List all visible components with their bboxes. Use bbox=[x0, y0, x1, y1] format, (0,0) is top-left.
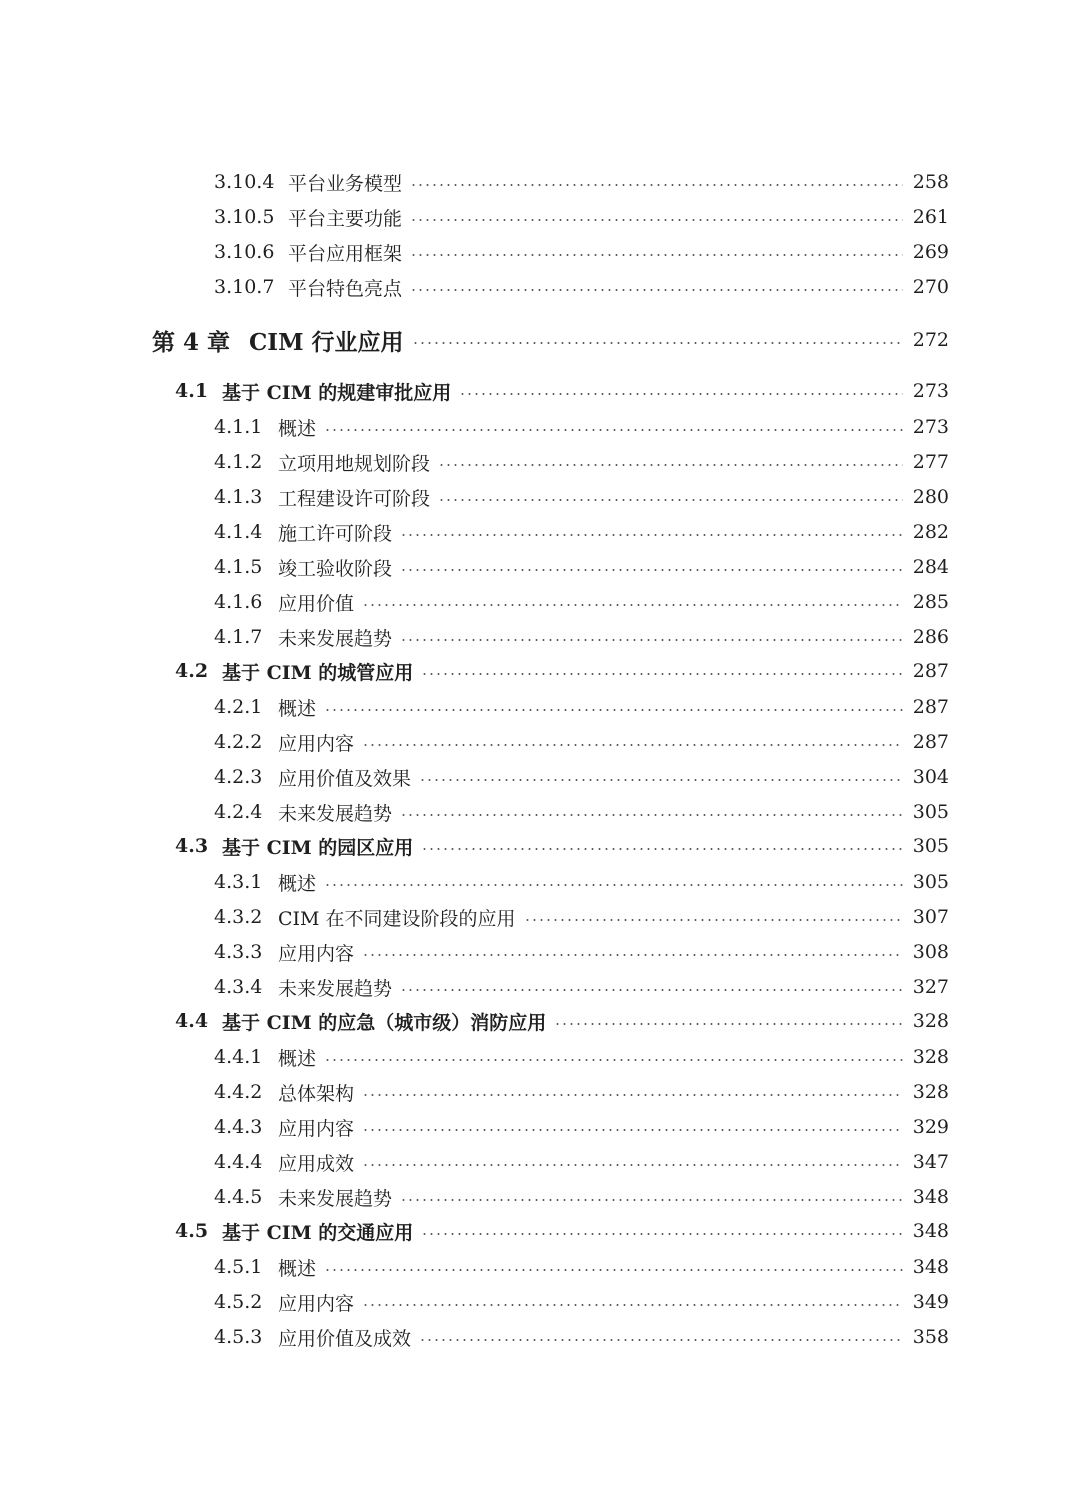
section-number: 4.3 bbox=[175, 835, 209, 857]
entry-number: 4.4.4 bbox=[214, 1151, 263, 1173]
section-page: 348 bbox=[912, 1220, 949, 1242]
entry-number: 4.2.1 bbox=[214, 696, 263, 718]
toc-entry[interactable] bbox=[0, 1145, 1080, 1179]
chapter-page: 272 bbox=[912, 329, 949, 351]
dot-leader bbox=[362, 744, 903, 746]
entry-number: 4.1.7 bbox=[214, 626, 263, 648]
entry-page: 286 bbox=[912, 626, 949, 648]
dot-leader bbox=[421, 848, 903, 850]
entry-number: 3.10.5 bbox=[214, 206, 275, 228]
entry-number: 3.10.7 bbox=[214, 276, 275, 298]
entry-number: 4.4.2 bbox=[214, 1081, 263, 1103]
section-number: 4.2 bbox=[175, 660, 209, 682]
dot-leader bbox=[554, 1023, 903, 1025]
dot-leader bbox=[524, 919, 903, 921]
entry-page: 305 bbox=[912, 871, 949, 893]
entry-number: 4.2.3 bbox=[214, 766, 263, 788]
entry-number: 4.1.4 bbox=[214, 521, 263, 543]
toc-chapter[interactable] bbox=[0, 320, 1080, 360]
dot-leader bbox=[410, 254, 903, 256]
section-title: 基于 CIM 的交通应用 bbox=[222, 1221, 414, 1244]
toc-entry[interactable] bbox=[0, 445, 1080, 479]
entry-number: 3.10.4 bbox=[214, 171, 275, 193]
section-title: 基于 CIM 的园区应用 bbox=[222, 836, 414, 859]
toc-entry[interactable] bbox=[0, 200, 1080, 234]
dot-leader bbox=[362, 1129, 903, 1131]
entry-title: 平台业务模型 bbox=[288, 172, 403, 195]
toc-entry[interactable] bbox=[0, 1180, 1080, 1214]
toc-entry[interactable] bbox=[0, 480, 1080, 514]
dot-leader bbox=[438, 499, 903, 501]
dot-leader bbox=[324, 429, 903, 431]
toc-section[interactable] bbox=[0, 829, 1080, 863]
dot-leader bbox=[400, 639, 903, 641]
toc-entry[interactable] bbox=[0, 1320, 1080, 1354]
toc-entry[interactable] bbox=[0, 1250, 1080, 1284]
entry-number: 4.1.1 bbox=[214, 416, 263, 438]
toc-entry[interactable] bbox=[0, 900, 1080, 934]
toc-entry[interactable] bbox=[0, 620, 1080, 654]
toc-entry[interactable] bbox=[0, 760, 1080, 794]
entry-title: 应用价值 bbox=[278, 592, 355, 615]
entry-page: 287 bbox=[912, 696, 949, 718]
entry-page: 347 bbox=[912, 1151, 949, 1173]
toc-entry[interactable] bbox=[0, 235, 1080, 269]
entry-number: 4.1.2 bbox=[214, 451, 263, 473]
entry-number: 4.3.3 bbox=[214, 941, 263, 963]
toc-entry[interactable] bbox=[0, 585, 1080, 619]
dot-leader bbox=[362, 954, 903, 956]
dot-leader bbox=[459, 393, 903, 395]
entry-title: 应用价值及效果 bbox=[278, 767, 412, 790]
toc-entry[interactable] bbox=[0, 550, 1080, 584]
entry-page: 261 bbox=[912, 206, 949, 228]
entry-page: 282 bbox=[912, 521, 949, 543]
toc-section[interactable] bbox=[0, 1214, 1080, 1248]
dot-leader bbox=[324, 1269, 903, 1271]
entry-page: 349 bbox=[912, 1291, 949, 1313]
entry-page: 277 bbox=[912, 451, 949, 473]
entry-title: 工程建设许可阶段 bbox=[278, 487, 431, 510]
dot-leader bbox=[421, 673, 903, 675]
entry-page: 308 bbox=[912, 941, 949, 963]
dot-leader bbox=[419, 1339, 903, 1341]
toc-entry[interactable] bbox=[0, 1110, 1080, 1144]
section-number: 4.5 bbox=[175, 1220, 209, 1242]
entry-page: 270 bbox=[912, 276, 949, 298]
entry-number: 4.4.3 bbox=[214, 1116, 263, 1138]
entry-page: 304 bbox=[912, 766, 949, 788]
entry-title: 未来发展趋势 bbox=[278, 802, 393, 825]
dot-leader bbox=[362, 604, 903, 606]
entry-page: 258 bbox=[912, 171, 949, 193]
entry-number: 4.2.2 bbox=[214, 731, 263, 753]
dot-leader bbox=[400, 1199, 903, 1201]
dot-leader bbox=[324, 709, 903, 711]
entry-page: 287 bbox=[912, 731, 949, 753]
section-page: 328 bbox=[912, 1010, 949, 1032]
entry-page: 327 bbox=[912, 976, 949, 998]
entry-title: CIM 在不同建设阶段的应用 bbox=[278, 907, 516, 930]
entry-page: 273 bbox=[912, 416, 949, 438]
entry-title: 总体架构 bbox=[278, 1082, 355, 1105]
toc-section[interactable] bbox=[0, 1004, 1080, 1038]
entry-number: 4.4.5 bbox=[214, 1186, 263, 1208]
entry-number: 4.5.3 bbox=[214, 1326, 263, 1348]
section-page: 305 bbox=[912, 835, 949, 857]
entry-title: 未来发展趋势 bbox=[278, 1187, 393, 1210]
section-title: 基于 CIM 的应急（城市级）消防应用 bbox=[222, 1011, 547, 1034]
entry-number: 4.1.3 bbox=[214, 486, 263, 508]
entry-number: 4.5.2 bbox=[214, 1291, 263, 1313]
entry-number: 4.3.2 bbox=[214, 906, 263, 928]
section-page: 287 bbox=[912, 660, 949, 682]
chapter-number: 第 4 章 bbox=[152, 328, 231, 356]
toc-entry[interactable] bbox=[0, 1285, 1080, 1319]
entry-title: 应用成效 bbox=[278, 1152, 355, 1175]
dot-leader bbox=[438, 464, 903, 466]
dot-leader bbox=[362, 1094, 903, 1096]
entry-title: 应用价值及成效 bbox=[278, 1327, 412, 1350]
section-title: 基于 CIM 的城管应用 bbox=[222, 661, 414, 684]
toc-entry[interactable] bbox=[0, 795, 1080, 829]
dot-leader bbox=[419, 779, 903, 781]
dot-leader bbox=[324, 1059, 903, 1061]
toc-entry[interactable] bbox=[0, 935, 1080, 969]
chapter-title: CIM 行业应用 bbox=[249, 328, 404, 356]
entry-title: 应用内容 bbox=[278, 942, 355, 965]
entry-number: 4.1.5 bbox=[214, 556, 263, 578]
toc-entry[interactable] bbox=[0, 165, 1080, 199]
dot-leader bbox=[362, 1164, 903, 1166]
dot-leader bbox=[400, 814, 903, 816]
entry-title: 未来发展趋势 bbox=[278, 977, 393, 1000]
toc-section[interactable] bbox=[0, 374, 1080, 408]
entry-number: 4.3.4 bbox=[214, 976, 263, 998]
entry-number: 3.10.6 bbox=[214, 241, 275, 263]
entry-title: 应用内容 bbox=[278, 1292, 355, 1315]
entry-page: 284 bbox=[912, 556, 949, 578]
entry-number: 4.4.1 bbox=[214, 1046, 263, 1068]
dot-leader bbox=[400, 569, 903, 571]
entry-page: 329 bbox=[912, 1116, 949, 1138]
section-number: 4.1 bbox=[175, 380, 209, 402]
toc-entry[interactable] bbox=[0, 1075, 1080, 1109]
entry-title: 未来发展趋势 bbox=[278, 627, 393, 650]
entry-page: 280 bbox=[912, 486, 949, 508]
entry-page: 348 bbox=[912, 1256, 949, 1278]
entry-page: 285 bbox=[912, 591, 949, 613]
dot-leader bbox=[362, 1304, 903, 1306]
entry-title: 概述 bbox=[278, 1257, 317, 1280]
dot-leader bbox=[410, 289, 903, 291]
entry-title: 概述 bbox=[278, 417, 317, 440]
entry-page: 269 bbox=[912, 241, 949, 263]
entry-title: 概述 bbox=[278, 872, 317, 895]
entry-title: 平台应用框架 bbox=[288, 242, 403, 265]
toc-entry[interactable] bbox=[0, 865, 1080, 899]
entry-title: 施工许可阶段 bbox=[278, 522, 393, 545]
entry-title: 竣工验收阶段 bbox=[278, 557, 393, 580]
entry-title: 平台主要功能 bbox=[288, 207, 403, 230]
entry-title: 概述 bbox=[278, 1047, 317, 1070]
entry-title: 平台特色亮点 bbox=[288, 277, 403, 300]
entry-page: 358 bbox=[912, 1326, 949, 1348]
entry-page: 348 bbox=[912, 1186, 949, 1208]
toc-entry[interactable] bbox=[0, 515, 1080, 549]
entry-number: 4.3.1 bbox=[214, 871, 263, 893]
entry-title: 应用内容 bbox=[278, 732, 355, 755]
entry-number: 4.5.1 bbox=[214, 1256, 263, 1278]
entry-title: 应用内容 bbox=[278, 1117, 355, 1140]
toc-entry[interactable] bbox=[0, 690, 1080, 724]
dot-leader bbox=[421, 1233, 903, 1235]
toc-section[interactable] bbox=[0, 654, 1080, 688]
toc-entry[interactable] bbox=[0, 1040, 1080, 1074]
entry-page: 328 bbox=[912, 1046, 949, 1068]
entry-number: 4.2.4 bbox=[214, 801, 263, 823]
dot-leader bbox=[400, 989, 903, 991]
section-page: 273 bbox=[912, 380, 949, 402]
section-title: 基于 CIM 的规建审批应用 bbox=[222, 381, 452, 404]
dot-leader bbox=[410, 219, 903, 221]
entry-page: 328 bbox=[912, 1081, 949, 1103]
entry-number: 4.1.6 bbox=[214, 591, 263, 613]
dot-leader bbox=[400, 534, 903, 536]
entry-page: 305 bbox=[912, 801, 949, 823]
section-number: 4.4 bbox=[175, 1010, 209, 1032]
entry-title: 立项用地规划阶段 bbox=[278, 452, 431, 475]
entry-title: 概述 bbox=[278, 697, 317, 720]
toc-entry[interactable] bbox=[0, 970, 1080, 1004]
dot-leader bbox=[412, 342, 903, 344]
dot-leader bbox=[324, 884, 903, 886]
toc-entry[interactable] bbox=[0, 725, 1080, 759]
toc-entry[interactable] bbox=[0, 270, 1080, 304]
dot-leader bbox=[410, 184, 903, 186]
toc-entry[interactable] bbox=[0, 410, 1080, 444]
entry-page: 307 bbox=[912, 906, 949, 928]
